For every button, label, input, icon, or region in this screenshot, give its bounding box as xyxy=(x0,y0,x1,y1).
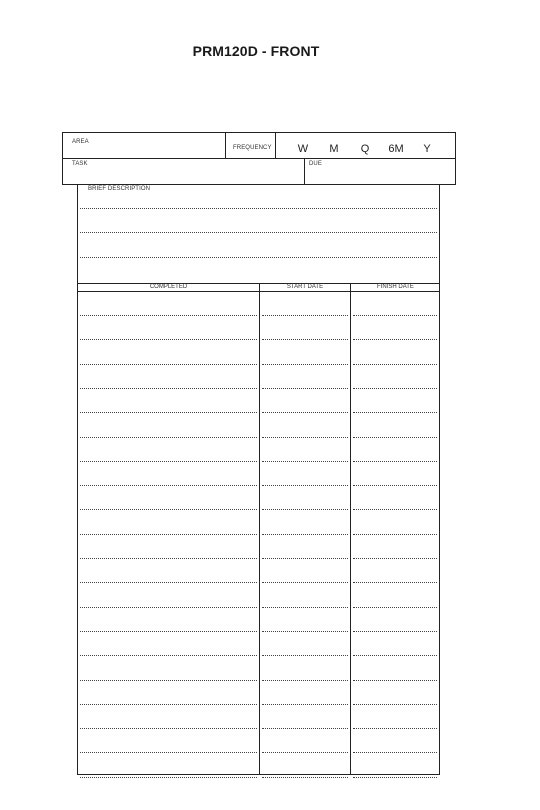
log-row-line[interactable] xyxy=(262,752,348,753)
log-row-line[interactable] xyxy=(262,704,348,705)
log-row-line[interactable] xyxy=(262,461,348,462)
log-row-line[interactable] xyxy=(262,680,348,681)
log-column-divider-2 xyxy=(350,283,351,775)
frequency-options-divider xyxy=(275,132,276,158)
log-row-line[interactable] xyxy=(353,607,437,608)
log-row-line[interactable] xyxy=(353,631,437,632)
column-header-finish-date: FINISH DATE xyxy=(377,284,414,290)
log-row-line[interactable] xyxy=(80,558,257,559)
log-row-line[interactable] xyxy=(262,412,348,413)
log-row-line[interactable] xyxy=(262,582,348,583)
log-row-line[interactable] xyxy=(80,339,257,340)
log-row-line[interactable] xyxy=(262,655,348,656)
log-row-line[interactable] xyxy=(80,437,257,438)
page-title: PRM120D - FRONT xyxy=(192,43,320,59)
area-frequency-divider xyxy=(225,132,226,158)
log-row-line[interactable] xyxy=(353,412,437,413)
log-row-line[interactable] xyxy=(353,704,437,705)
log-row-line[interactable] xyxy=(353,582,437,583)
frequency-option-quarterly[interactable]: Q xyxy=(360,143,370,155)
log-row-line[interactable] xyxy=(262,534,348,535)
log-row-line[interactable] xyxy=(353,680,437,681)
log-row-line[interactable] xyxy=(262,437,348,438)
log-row-line[interactable] xyxy=(80,631,257,632)
frequency-option-yearly[interactable]: Y xyxy=(423,143,431,155)
log-row-line[interactable] xyxy=(80,704,257,705)
log-row-line[interactable] xyxy=(80,607,257,608)
description-right-border xyxy=(439,185,440,283)
frequency-option-monthly[interactable]: M xyxy=(329,143,339,155)
log-row-line[interactable] xyxy=(353,364,437,365)
column-header-start-date: START DATE xyxy=(286,284,324,290)
description-line[interactable] xyxy=(80,208,437,209)
log-row-line[interactable] xyxy=(80,728,257,729)
log-row-line[interactable] xyxy=(80,315,257,316)
log-row-line[interactable] xyxy=(80,534,257,535)
log-row-line[interactable] xyxy=(80,752,257,753)
log-row-line[interactable] xyxy=(80,461,257,462)
log-row-line[interactable] xyxy=(80,777,257,778)
column-header-completed: COMPLETED xyxy=(149,284,188,290)
log-row-line[interactable] xyxy=(353,728,437,729)
log-row-line[interactable] xyxy=(80,412,257,413)
header-divider xyxy=(62,158,456,159)
frequency-label: FREQUENCY xyxy=(233,145,272,151)
log-row-line[interactable] xyxy=(353,339,437,340)
description-line[interactable] xyxy=(80,232,437,233)
log-row-line[interactable] xyxy=(262,388,348,389)
log-row-line[interactable] xyxy=(262,558,348,559)
log-row-line[interactable] xyxy=(80,680,257,681)
area-field[interactable]: AREA xyxy=(72,139,89,145)
log-row-line[interactable] xyxy=(353,558,437,559)
log-row-line[interactable] xyxy=(80,509,257,510)
log-row-line[interactable] xyxy=(262,777,348,778)
description-left-border xyxy=(77,185,78,283)
log-row-line[interactable] xyxy=(353,655,437,656)
log-row-line[interactable] xyxy=(353,509,437,510)
task-field[interactable]: TASK xyxy=(72,161,88,167)
log-row-line[interactable] xyxy=(80,655,257,656)
log-row-line[interactable] xyxy=(262,364,348,365)
log-row-line[interactable] xyxy=(80,364,257,365)
log-row-line[interactable] xyxy=(262,315,348,316)
log-row-line[interactable] xyxy=(262,631,348,632)
task-due-divider xyxy=(304,158,305,185)
log-row-line[interactable] xyxy=(80,485,257,486)
log-row-line[interactable] xyxy=(353,485,437,486)
log-row-line[interactable] xyxy=(262,339,348,340)
log-row-line[interactable] xyxy=(353,315,437,316)
log-column-divider-1 xyxy=(259,283,260,775)
frequency-option-weekly[interactable]: W xyxy=(297,143,309,155)
log-row-line[interactable] xyxy=(262,509,348,510)
brief-description-label: BRIEF DESCRIPTION xyxy=(88,186,151,192)
log-row-line[interactable] xyxy=(262,728,348,729)
due-field[interactable]: DUE xyxy=(309,161,322,167)
log-row-line[interactable] xyxy=(353,752,437,753)
log-row-line[interactable] xyxy=(353,534,437,535)
log-row-line[interactable] xyxy=(80,388,257,389)
log-row-line[interactable] xyxy=(262,485,348,486)
description-line[interactable] xyxy=(80,257,437,258)
log-row-line[interactable] xyxy=(353,777,437,778)
log-row-line[interactable] xyxy=(353,437,437,438)
frequency-option-six-monthly[interactable]: 6M xyxy=(388,143,404,155)
log-row-line[interactable] xyxy=(353,388,437,389)
log-row-line[interactable] xyxy=(262,607,348,608)
log-row-line[interactable] xyxy=(80,582,257,583)
log-row-line[interactable] xyxy=(353,461,437,462)
